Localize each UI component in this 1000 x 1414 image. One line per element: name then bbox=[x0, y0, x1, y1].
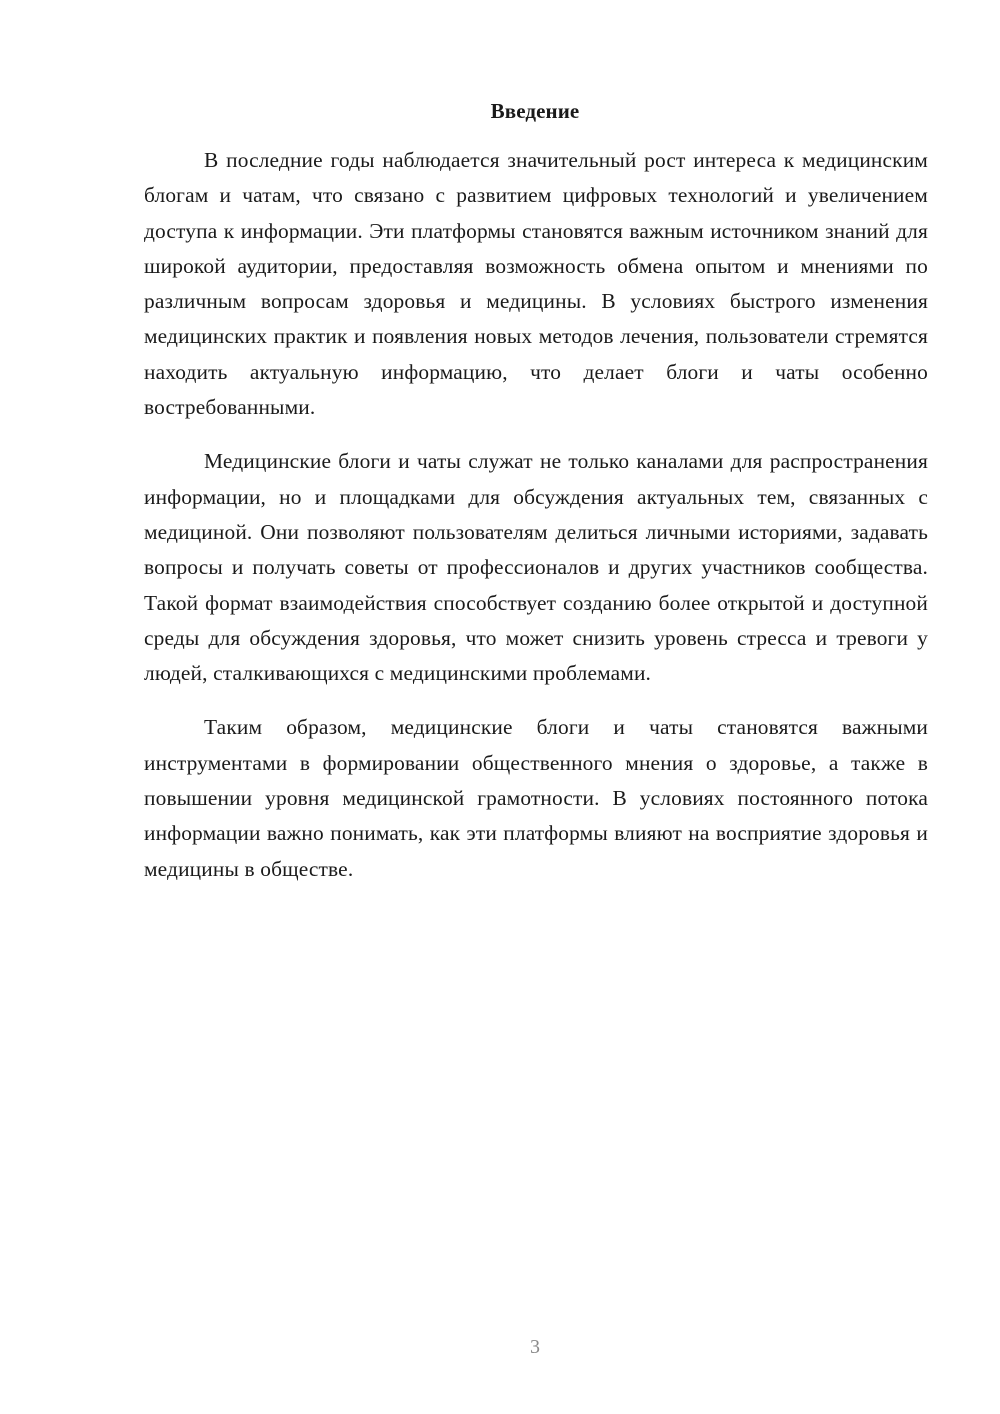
page-number: 3 bbox=[530, 1336, 540, 1358]
paragraph-3: Таким образом, медицинские блоги и чаты становятся важными инструментами в формировании общественного мнения о здоровье, а также в повышении уровня медицинской грамотности. В условиях постоянного потока информации важно понимать, как эти платформы влияют на восприятие здоровья и медицины в обществе. bbox=[144, 715, 928, 881]
paragraph-1: В последние годы наблюдается значительный рост интереса к медицинским блогам и чатам, что связано с развитием цифровых технологий и увеличением доступа к информации. Эти платформы становятся важным источником знаний для широкой аудитории, предоставляя возможность обмена опытом и мнениями по различным вопросам здоровья и медицины. В условиях быстрого изменения медицинских практик и появления новых методов лечения, пользователи стремятся находить актуальную информацию, что делает блоги и чаты особенно востребованными. bbox=[144, 148, 928, 420]
body-text bbox=[144, 143, 928, 906]
paragraph-2: Медицинские блоги и чаты служат не только каналами для распространения информации, но и площадками для обсуждения актуальных тем, связанных с медициной. Они позволяют пользователям делиться личными историями, задавать вопросы и получать советы от профессионалов и других участников сообщества. Такой формат взаимодействия способствует созданию более открытой и доступной среды для обсуждения здоровья, что может снизить уровень стресса и тревоги у людей, сталкивающихся с медицинскими проблемами. bbox=[144, 449, 928, 686]
page-title: Введение bbox=[490, 99, 580, 123]
